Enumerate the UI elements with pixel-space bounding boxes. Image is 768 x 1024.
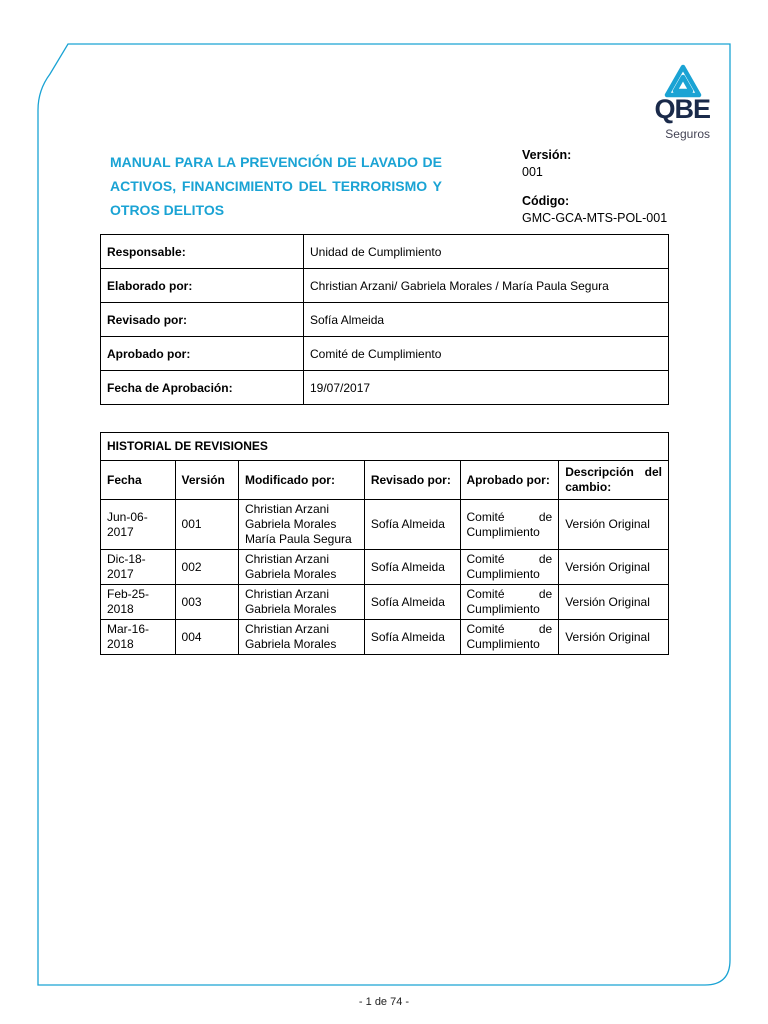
table-row	[101, 500, 669, 550]
cell-description: Versión Original	[559, 620, 669, 655]
cell-modified: Christian Arzani Gabriela Morales María Paula Segura	[238, 500, 364, 550]
cell-modified: Christian Arzani Gabriela Morales	[238, 620, 364, 655]
cell-description: Versión Original	[559, 550, 669, 585]
cell-approved: Comité de Cumplimiento	[460, 550, 559, 585]
row-value: Christian Arzani/ Gabriela Morales / María Paula Segura	[304, 269, 669, 303]
row-value: Comité de Cumplimiento	[304, 337, 669, 371]
table-row	[101, 235, 669, 269]
column-header: Descripción del cambio:	[559, 461, 669, 500]
column-header: Modificado por:	[238, 461, 364, 500]
code-block	[522, 193, 667, 227]
table-row	[101, 550, 669, 585]
table-row	[101, 371, 669, 405]
cell-date: Mar-16-2018	[101, 620, 176, 655]
row-key: Responsable:	[101, 235, 304, 269]
column-header: Fecha	[101, 461, 176, 500]
row-key: Fecha de Aprobación:	[101, 371, 304, 405]
cell-date: Jun-06-2017	[101, 500, 176, 550]
cell-reviewed: Sofía Almeida	[364, 620, 460, 655]
cell-date: Feb-25-2018	[101, 585, 176, 620]
table-row	[101, 303, 669, 337]
cell-version: 002	[175, 550, 238, 585]
cell-version: 003	[175, 585, 238, 620]
row-key: Elaborado por:	[101, 269, 304, 303]
version-label: Versión:	[522, 148, 572, 162]
cell-date: Dic-18-2017	[101, 550, 176, 585]
history-title-row	[101, 433, 669, 461]
column-header: Versión	[175, 461, 238, 500]
cell-reviewed: Sofía Almeida	[364, 550, 460, 585]
cell-description: Versión Original	[559, 585, 669, 620]
page-number: - 1 de 74 -	[358, 996, 410, 1008]
cell-approved: Comité de Cumplimiento	[460, 500, 559, 550]
approval-table	[100, 234, 669, 405]
row-key: Aprobado por:	[101, 337, 304, 371]
code-label: Código:	[522, 194, 570, 208]
cell-modified: Christian Arzani Gabriela Morales	[238, 550, 364, 585]
logo-brand-text: QBE	[654, 94, 710, 124]
document-title: MANUAL PARA LA PREVENCIÓN DE LAVADO DE ACTIVOS, FINANCIMIENTO DEL TERRORISMO Y OTROS DELITOS	[110, 154, 442, 218]
row-value: Sofía Almeida	[304, 303, 669, 337]
column-header: Aprobado por:	[460, 461, 559, 500]
cell-reviewed: Sofía Almeida	[364, 500, 460, 550]
cell-approved: Comité de Cumplimiento	[460, 620, 559, 655]
table-row	[101, 585, 669, 620]
row-value: Unidad de Cumplimiento	[304, 235, 669, 269]
row-key: Revisado por:	[101, 303, 304, 337]
code-value: GMC-GCA-MTS-POL-001	[522, 211, 668, 225]
cell-approved: Comité de Cumplimiento	[460, 585, 559, 620]
cell-reviewed: Sofía Almeida	[364, 585, 460, 620]
cell-modified: Christian Arzani Gabriela Morales	[238, 585, 364, 620]
logo-sub-text: Seguros	[665, 127, 710, 141]
table-row	[101, 337, 669, 371]
cell-version: 004	[175, 620, 238, 655]
version-block	[522, 147, 571, 181]
row-value: 19/07/2017	[304, 371, 669, 405]
cell-description: Versión Original	[559, 500, 669, 550]
table-row	[101, 620, 669, 655]
history-title: HISTORIAL DE REVISIONES	[101, 433, 669, 461]
history-header-row	[101, 461, 669, 500]
cell-version: 001	[175, 500, 238, 550]
version-value: 001	[522, 165, 543, 179]
revision-history-table	[100, 432, 669, 655]
column-header: Revisado por:	[364, 461, 460, 500]
table-row	[101, 269, 669, 303]
